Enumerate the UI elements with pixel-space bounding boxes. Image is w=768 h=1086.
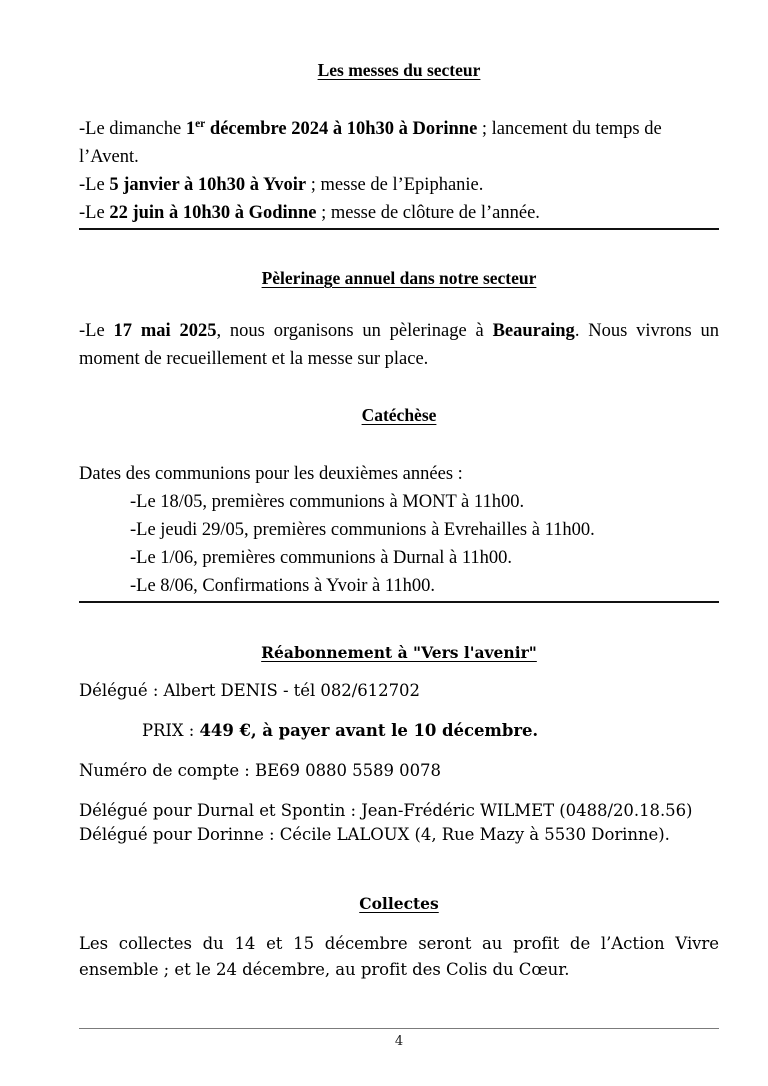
messes-line-1-sup: er <box>195 117 206 130</box>
section-title-text: Les messes du secteur <box>317 60 481 80</box>
pelerinage-b: 17 mai 2025 <box>113 321 217 341</box>
messes-line-3 <box>79 199 721 227</box>
reabonnement-price-line <box>79 718 719 744</box>
pelerinage-paragraph <box>79 317 719 373</box>
reabonnement-account-line: Numéro de compte : BE69 0880 5589 0078 <box>79 761 441 780</box>
messes-line-2-b: 5 janvier à 10h30 à Yvoir <box>109 175 307 195</box>
reabonnement-delegate-line: Délégué : Albert DENIS - tél 082/612702 <box>79 681 420 700</box>
divider-rule-1 <box>79 228 719 230</box>
pelerinage-d: Beauraing <box>492 321 575 341</box>
messes-line-3-b: 22 juin à 10h30 à Godinne <box>109 203 317 223</box>
catechese-item-3: -Le 1/06, premières communions à Durnal à 11h00. <box>130 548 513 568</box>
collectes-paragraph: Les collectes du 14 et 15 décembre seront au profit de l’Action Vivre ensemble ; et le 24 décembre, au profit des Colis du Cœur. <box>79 934 719 979</box>
section-title-pelerinage <box>79 268 719 289</box>
section-title-text: Collectes <box>359 894 439 913</box>
messes-line-2-c: ; messe de l’Epiphanie. <box>306 175 484 195</box>
page-number: 4 <box>394 1034 404 1049</box>
messes-line-3-c: ; messe de clôture de l’année. <box>316 203 540 223</box>
messes-line-1-a: -Le dimanche <box>79 119 186 139</box>
price-value: 449 €, à payer avant le 10 décembre. <box>199 721 539 740</box>
catechese-intro: Dates des communions pour les deuxièmes années : <box>79 464 463 484</box>
section-title-text: Catéchèse <box>361 405 437 425</box>
section-title-catechese <box>79 405 719 426</box>
section-reabonnement <box>79 643 719 662</box>
messes-line-1 <box>79 115 721 171</box>
messes-line-1-c: décembre 2024 à 10h30 à Dorinne <box>205 119 478 139</box>
pelerinage-a: -Le <box>79 321 114 341</box>
footer-rule <box>79 1028 719 1029</box>
divider-rule-2 <box>79 601 719 603</box>
section-messes <box>79 60 719 81</box>
reabonnement-delegate-dorinne: Délégué pour Dorinne : Cécile LALOUX (4, Rue Mazy à 5530 Dorinne). <box>79 825 670 844</box>
messes-line-2-a: -Le <box>79 175 110 195</box>
catechese-item-2: -Le jeudi 29/05, premières communions à Evrehailles à 11h00. <box>130 520 595 540</box>
pelerinage-c: , nous organisons un pèlerinage à <box>216 321 493 341</box>
pelerinage-e: . Nous vivrons un moment de recueillement et la messe sur place. <box>79 321 719 369</box>
section-collectes <box>79 894 719 913</box>
messes-line-2 <box>79 171 721 199</box>
section-title-collectes <box>79 894 719 913</box>
catechese-item-1: -Le 18/05, premières communions à MONT à 11h00. <box>130 492 525 512</box>
price-label: PRIX : <box>142 721 200 740</box>
reabonnement-delegate-durnal: Délégué pour Durnal et Spontin : Jean-Frédéric WILMET (0488/20.18.56) <box>79 801 693 820</box>
section-title-text: Pèlerinage annuel dans notre secteur <box>261 268 537 288</box>
messes-line-1-d: ; lancement du temps de l’Avent. <box>79 119 662 167</box>
section-title-messes <box>79 60 719 81</box>
messes-line-3-a: -Le <box>79 203 110 223</box>
section-catechese <box>79 405 719 426</box>
catechese-item-4: -Le 8/06, Confirmations à Yvoir à 11h00. <box>130 576 436 596</box>
section-title-text: Réabonnement à "Vers l'avenir" <box>261 643 537 662</box>
section-pelerinage <box>79 268 719 289</box>
messes-line-1-b: 1 <box>185 119 196 139</box>
section-title-reabonnement <box>79 643 719 662</box>
